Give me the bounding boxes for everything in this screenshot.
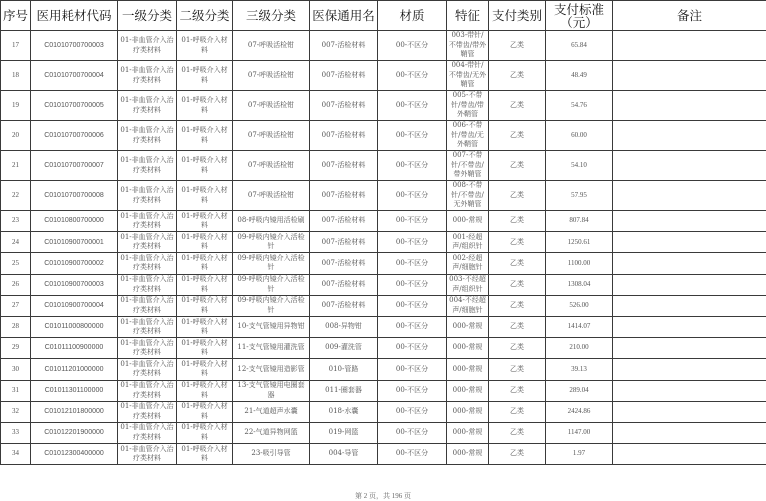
cell-feature: 007-不带针/不带齿/带外鞘管: [447, 151, 489, 181]
cell-generic-name: 007-活检材料: [310, 295, 378, 316]
cell-seq: 19: [1, 91, 31, 121]
cell-level3: 09-呼吸内镜介入活检针: [233, 274, 310, 295]
cell-code: C01010700700008: [31, 181, 118, 211]
cell-generic-name: 007-活检材料: [310, 121, 378, 151]
header-level2: 二级分类: [177, 1, 233, 31]
cell-pay-standard: 48.49: [546, 61, 613, 91]
cell-seq: 31: [1, 380, 31, 401]
cell-level2: 01-呼吸介入材料: [177, 181, 233, 211]
table-row: [1, 61, 766, 91]
cell-level2: 01-呼吸介入材料: [177, 211, 233, 232]
cell-code: C01010900700001: [31, 232, 118, 253]
cell-feature: 000-常规: [447, 380, 489, 401]
cell-level2: 01-呼吸介入材料: [177, 31, 233, 61]
header-notes: 备注: [613, 1, 766, 31]
cell-level3: 10-支气管镜用异物钳: [233, 316, 310, 337]
cell-level3: 13-支气管镜用电圈套器: [233, 380, 310, 401]
cell-generic-name: 007-活检材料: [310, 232, 378, 253]
cell-code: C01011201000000: [31, 359, 118, 380]
cell-material: 00-不区分: [378, 232, 447, 253]
cell-feature: 000-常规: [447, 316, 489, 337]
cell-feature: 003-带针/不带齿/带外鞘管: [447, 31, 489, 61]
cell-generic-name: 007-活检材料: [310, 151, 378, 181]
cell-pay-standard: 1147.00: [546, 422, 613, 443]
cell-pay-standard: 39.13: [546, 359, 613, 380]
cell-pay-standard: 54.10: [546, 151, 613, 181]
cell-feature: 005-不带针/带齿/带外鞘管: [447, 91, 489, 121]
cell-code: C01010900700002: [31, 253, 118, 274]
cell-notes: [613, 380, 766, 401]
table-row: [1, 274, 766, 295]
cell-material: 00-不区分: [378, 274, 447, 295]
cell-feature: 000-常规: [447, 401, 489, 422]
cell-generic-name: 007-活检材料: [310, 31, 378, 61]
cell-seq: 33: [1, 422, 31, 443]
cell-level1: 01-非血管介入治疗类材料: [118, 61, 177, 91]
header-level1: 一级分类: [118, 1, 177, 31]
cell-pay-type: 乙类: [489, 338, 546, 359]
table-row: [1, 211, 766, 232]
cell-pay-type: 乙类: [489, 91, 546, 121]
cell-level2: 01-呼吸介入材料: [177, 151, 233, 181]
cell-pay-standard: 65.84: [546, 31, 613, 61]
cell-code: C01010700700006: [31, 121, 118, 151]
cell-level1: 01-非血管介入治疗类材料: [118, 31, 177, 61]
cell-pay-standard: 1308.04: [546, 274, 613, 295]
cell-level1: 01-非血管介入治疗类材料: [118, 338, 177, 359]
cell-pay-type: 乙类: [489, 422, 546, 443]
cell-notes: [613, 121, 766, 151]
cell-pay-standard: 526.00: [546, 295, 613, 316]
cell-level1: 01-非血管介入治疗类材料: [118, 444, 177, 465]
cell-level2: 01-呼吸介入材料: [177, 253, 233, 274]
cell-feature: 001-经超声/组织针: [447, 232, 489, 253]
table-row: [1, 121, 766, 151]
cell-material: 00-不区分: [378, 316, 447, 337]
page-footer: 第 2 页，共 196 页: [0, 491, 766, 501]
cell-notes: [613, 422, 766, 443]
cell-material: 00-不区分: [378, 359, 447, 380]
table-row: [1, 232, 766, 253]
cell-material: 00-不区分: [378, 338, 447, 359]
table-body: [1, 31, 766, 465]
cell-feature: 000-常规: [447, 211, 489, 232]
cell-code: C01011000800000: [31, 316, 118, 337]
header-row: [1, 1, 766, 31]
cell-pay-standard: 54.76: [546, 91, 613, 121]
header-generic-name: 医保通用名: [310, 1, 378, 31]
cell-material: 00-不区分: [378, 181, 447, 211]
cell-level3: 07-呼吸活检钳: [233, 151, 310, 181]
cell-pay-type: 乙类: [489, 444, 546, 465]
cell-level2: 01-呼吸介入材料: [177, 232, 233, 253]
cell-feature: 003-不经超声/组织针: [447, 274, 489, 295]
cell-seq: 34: [1, 444, 31, 465]
table-row: [1, 295, 766, 316]
cell-material: 00-不区分: [378, 151, 447, 181]
cell-level1: 01-非血管介入治疗类材料: [118, 211, 177, 232]
cell-level3: 09-呼吸内镜介入活检针: [233, 295, 310, 316]
table-row: [1, 253, 766, 274]
cell-level2: 01-呼吸介入材料: [177, 359, 233, 380]
cell-level1: 01-非血管介入治疗类材料: [118, 380, 177, 401]
cell-seq: 21: [1, 151, 31, 181]
cell-seq: 18: [1, 61, 31, 91]
cell-seq: 27: [1, 295, 31, 316]
cell-level1: 01-非血管介入治疗类材料: [118, 295, 177, 316]
cell-level1: 01-非血管介入治疗类材料: [118, 232, 177, 253]
cell-seq: 32: [1, 401, 31, 422]
cell-code: C01011301100000: [31, 380, 118, 401]
cell-code: C01010700700007: [31, 151, 118, 181]
cell-seq: 25: [1, 253, 31, 274]
cell-pay-standard: 1414.07: [546, 316, 613, 337]
cell-notes: [613, 295, 766, 316]
cell-code: C01012101800000: [31, 401, 118, 422]
cell-seq: 26: [1, 274, 31, 295]
cell-pay-type: 乙类: [489, 253, 546, 274]
cell-pay-type: 乙类: [489, 181, 546, 211]
cell-level1: 01-非血管介入治疗类材料: [118, 151, 177, 181]
cell-pay-standard: 1100.00: [546, 253, 613, 274]
cell-feature: 000-常规: [447, 338, 489, 359]
cell-pay-type: 乙类: [489, 295, 546, 316]
cell-material: 00-不区分: [378, 121, 447, 151]
cell-notes: [613, 181, 766, 211]
cell-feature: 000-常规: [447, 444, 489, 465]
cell-level3: 11-支气管镜用灌洗管: [233, 338, 310, 359]
cell-generic-name: 007-活检材料: [310, 61, 378, 91]
cell-level2: 01-呼吸介入材料: [177, 295, 233, 316]
cell-pay-type: 乙类: [489, 211, 546, 232]
cell-generic-name: 007-活检材料: [310, 181, 378, 211]
cell-code: C01010700700003: [31, 31, 118, 61]
header-pay-type: 支付类别: [489, 1, 546, 31]
cell-level1: 01-非血管介入治疗类材料: [118, 422, 177, 443]
cell-level2: 01-呼吸介入材料: [177, 401, 233, 422]
cell-level2: 01-呼吸介入材料: [177, 422, 233, 443]
cell-material: 00-不区分: [378, 422, 447, 443]
header-seq: 序号: [1, 1, 31, 31]
cell-pay-type: 乙类: [489, 359, 546, 380]
cell-pay-type: 乙类: [489, 232, 546, 253]
cell-feature: 000-常规: [447, 422, 489, 443]
cell-notes: [613, 359, 766, 380]
cell-code: C01012201900000: [31, 422, 118, 443]
table-row: [1, 422, 766, 443]
cell-level1: 01-非血管介入治疗类材料: [118, 316, 177, 337]
cell-seq: 22: [1, 181, 31, 211]
cell-level3: 07-呼吸活检钳: [233, 61, 310, 91]
cell-material: 00-不区分: [378, 211, 447, 232]
cell-notes: [613, 274, 766, 295]
cell-level3: 07-呼吸活检钳: [233, 91, 310, 121]
table-row: [1, 151, 766, 181]
header-material: 材质: [378, 1, 447, 31]
cell-notes: [613, 211, 766, 232]
cell-feature: 004-带针/不带齿/无外鞘管: [447, 61, 489, 91]
cell-notes: [613, 444, 766, 465]
header-pay-standard: 支付标准（元）: [546, 1, 613, 31]
cell-level3: 07-呼吸活检钳: [233, 181, 310, 211]
cell-pay-type: 乙类: [489, 274, 546, 295]
table-row: [1, 338, 766, 359]
cell-pay-type: 乙类: [489, 316, 546, 337]
cell-generic-name: 009-灌洗管: [310, 338, 378, 359]
cell-pay-standard: 210.00: [546, 338, 613, 359]
cell-pay-standard: 1.97: [546, 444, 613, 465]
cell-code: C01010900700004: [31, 295, 118, 316]
cell-level3: 09-呼吸内镜介入活检针: [233, 232, 310, 253]
cell-generic-name: 007-活检材料: [310, 274, 378, 295]
cell-generic-name: 004-导管: [310, 444, 378, 465]
cell-seq: 29: [1, 338, 31, 359]
cell-notes: [613, 253, 766, 274]
cell-level2: 01-呼吸介入材料: [177, 338, 233, 359]
cell-feature: 006-不带针/带齿/无外鞘管: [447, 121, 489, 151]
cell-notes: [613, 151, 766, 181]
cell-pay-type: 乙类: [489, 31, 546, 61]
cell-notes: [613, 338, 766, 359]
header-code: 医用耗材代码: [31, 1, 118, 31]
cell-pay-type: 乙类: [489, 61, 546, 91]
cell-notes: [613, 61, 766, 91]
cell-generic-name: 007-活检材料: [310, 91, 378, 121]
cell-generic-name: 011-圈套器: [310, 380, 378, 401]
cell-notes: [613, 31, 766, 61]
cell-generic-name: 010-管路: [310, 359, 378, 380]
cell-material: 00-不区分: [378, 401, 447, 422]
cell-pay-type: 乙类: [489, 121, 546, 151]
cell-level3: 07-呼吸活检钳: [233, 121, 310, 151]
table-row: [1, 444, 766, 465]
cell-level2: 01-呼吸介入材料: [177, 380, 233, 401]
cell-level1: 01-非血管介入治疗类材料: [118, 91, 177, 121]
table-row: [1, 91, 766, 121]
cell-level2: 01-呼吸介入材料: [177, 121, 233, 151]
cell-material: 00-不区分: [378, 444, 447, 465]
cell-seq: 24: [1, 232, 31, 253]
cell-code: C01010700700004: [31, 61, 118, 91]
cell-material: 00-不区分: [378, 295, 447, 316]
cell-notes: [613, 232, 766, 253]
cell-notes: [613, 316, 766, 337]
cell-level2: 01-呼吸介入材料: [177, 91, 233, 121]
cell-code: C01012300400000: [31, 444, 118, 465]
cell-level3: 09-呼吸内镜介入活检针: [233, 253, 310, 274]
cell-notes: [613, 401, 766, 422]
cell-material: 00-不区分: [378, 380, 447, 401]
cell-code: C01011100900000: [31, 338, 118, 359]
cell-level1: 01-非血管介入治疗类材料: [118, 253, 177, 274]
cell-level3: 23-吸引导管: [233, 444, 310, 465]
cell-level3: 12-支气管镜用造影管: [233, 359, 310, 380]
cell-pay-standard: 60.00: [546, 121, 613, 151]
cell-pay-standard: 2424.86: [546, 401, 613, 422]
cell-notes: [613, 91, 766, 121]
cell-level1: 01-非血管介入治疗类材料: [118, 274, 177, 295]
cell-level3: 07-呼吸活检钳: [233, 31, 310, 61]
cell-seq: 28: [1, 316, 31, 337]
cell-generic-name: 019-网篮: [310, 422, 378, 443]
cell-level3: 22-气道异物网篮: [233, 422, 310, 443]
cell-pay-type: 乙类: [489, 151, 546, 181]
table-row: [1, 31, 766, 61]
cell-level3: 21-气道超声水囊: [233, 401, 310, 422]
cell-level2: 01-呼吸介入材料: [177, 61, 233, 91]
cell-level2: 01-呼吸介入材料: [177, 444, 233, 465]
table-row: [1, 181, 766, 211]
cell-pay-type: 乙类: [489, 401, 546, 422]
cell-generic-name: 007-活检材料: [310, 253, 378, 274]
cell-pay-type: 乙类: [489, 380, 546, 401]
cell-level1: 01-非血管介入治疗类材料: [118, 401, 177, 422]
cell-pay-standard: 1250.61: [546, 232, 613, 253]
cell-generic-name: 008-异物钳: [310, 316, 378, 337]
cell-feature: 008-不带针/不带齿/无外鞘管: [447, 181, 489, 211]
header-level3: 三级分类: [233, 1, 310, 31]
cell-seq: 23: [1, 211, 31, 232]
table-row: [1, 359, 766, 380]
cell-material: 00-不区分: [378, 253, 447, 274]
table-row: [1, 401, 766, 422]
cell-seq: 30: [1, 359, 31, 380]
cell-feature: 000-常规: [447, 359, 489, 380]
cell-level1: 01-非血管介入治疗类材料: [118, 359, 177, 380]
table-row: [1, 380, 766, 401]
cell-level1: 01-非血管介入治疗类材料: [118, 121, 177, 151]
cell-pay-standard: 289.04: [546, 380, 613, 401]
cell-material: 00-不区分: [378, 31, 447, 61]
cell-material: 00-不区分: [378, 91, 447, 121]
cell-feature: 002-经超声/细胞针: [447, 253, 489, 274]
cell-feature: 004-不经超声/细胞针: [447, 295, 489, 316]
cell-pay-standard: 57.95: [546, 181, 613, 211]
cell-seq: 17: [1, 31, 31, 61]
cell-generic-name: 007-活检材料: [310, 211, 378, 232]
cell-code: C01010800700000: [31, 211, 118, 232]
cell-level2: 01-呼吸介入材料: [177, 316, 233, 337]
cell-pay-standard: 807.84: [546, 211, 613, 232]
cell-generic-name: 018-水囊: [310, 401, 378, 422]
cell-code: C01010700700005: [31, 91, 118, 121]
cell-code: C01010900700003: [31, 274, 118, 295]
cell-seq: 20: [1, 121, 31, 151]
header-feature: 特征: [447, 1, 489, 31]
cell-material: 00-不区分: [378, 61, 447, 91]
cell-level1: 01-非血管介入治疗类材料: [118, 181, 177, 211]
cell-level2: 01-呼吸介入材料: [177, 274, 233, 295]
cell-level3: 08-呼吸内镜用活检刷: [233, 211, 310, 232]
table-row: [1, 316, 766, 337]
